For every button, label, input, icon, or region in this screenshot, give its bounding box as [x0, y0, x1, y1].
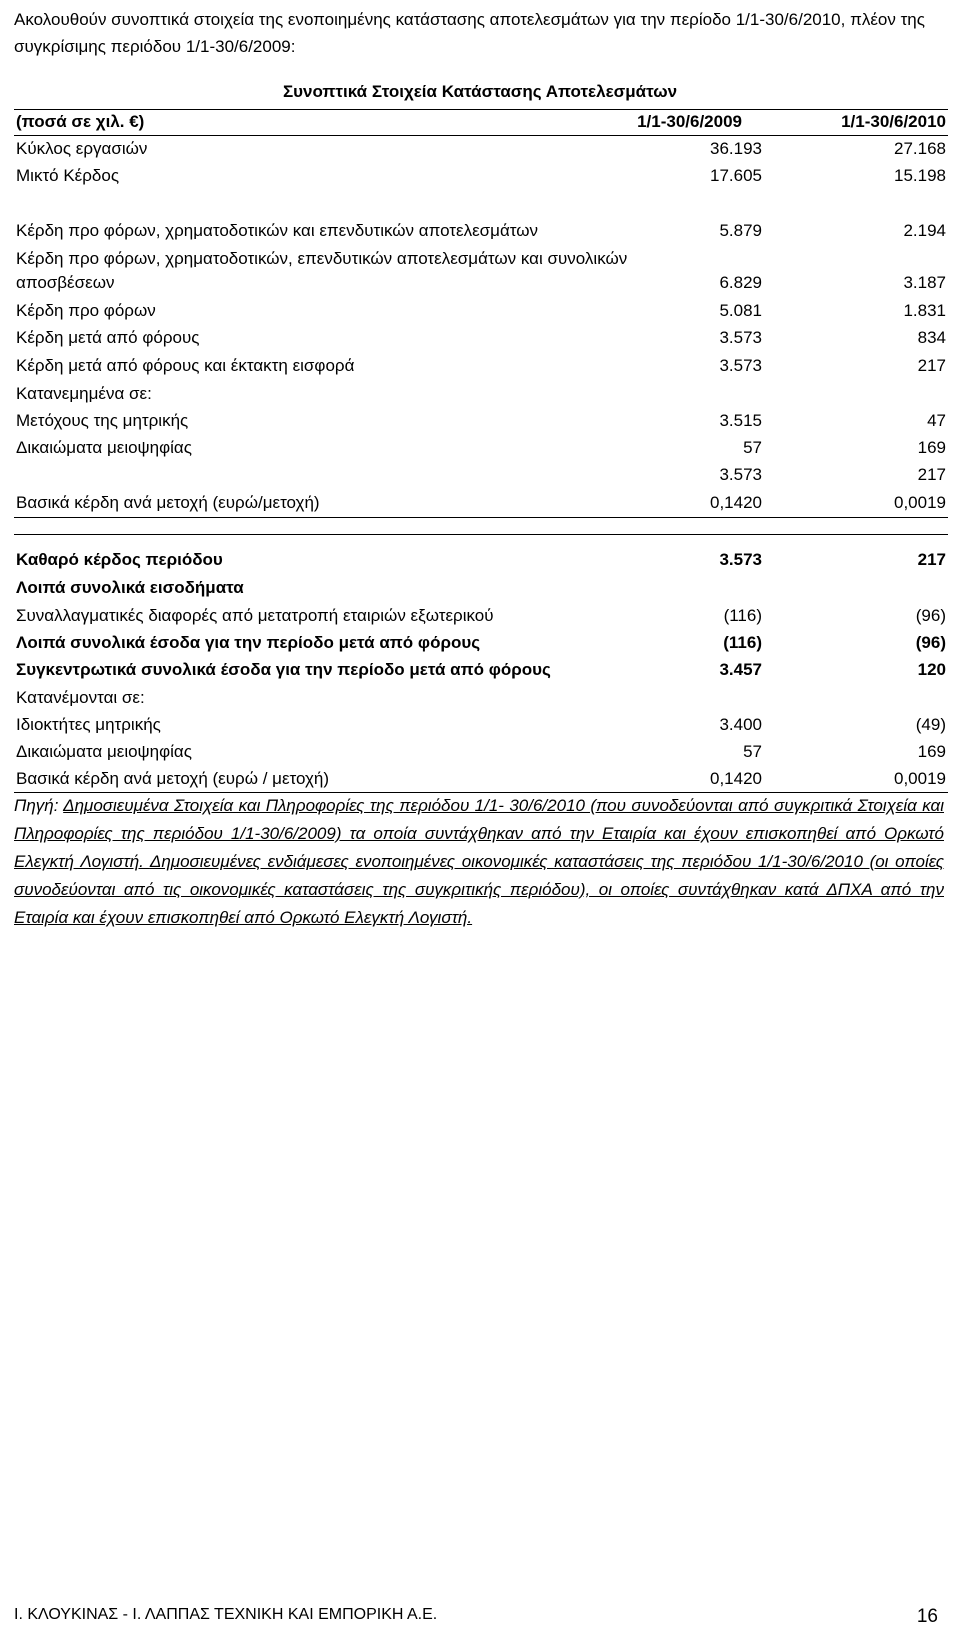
source-interim-statements: Δημοσιευμένες ενδιάμεσες ενοποιημένες οικονομικές καταστάσεις της περιόδου 1/1-30/6/2010 (οι οποίες συνοδεύονται από τις οικονομικές καταστάσεις της συγκριτικής περιόδου), οι οποίες συντάχθηκαν κατά ΔΠΧΑ από την Εταιρία και έχουν επισκοπηθεί από Ορκωτό Ελεγκτή Λογιστή. [14, 852, 945, 927]
row-value-2010: 3.187 [903, 273, 946, 292]
row-value-2009: 3.457 [719, 660, 762, 679]
row-label: Κατανέμονται σε: [16, 688, 145, 707]
row-label: Λοιπά συνολικά έσοδα για την περίοδο μετά από φόρους [16, 633, 481, 652]
row-value-2009: 5.879 [719, 221, 762, 240]
row-value-2010: 0,0019 [894, 769, 946, 788]
row-value-2010: (49) [915, 715, 946, 734]
row-value-2009: (116) [723, 606, 762, 625]
source-prefix: Πηγή: [14, 796, 64, 815]
row-label: Βασικά κέρδη ανά μετοχή (ευρώ / μετοχή) [16, 769, 330, 788]
footer-company-name: Ι. ΚΛΟΥΚΙΝΑΣ - Ι. ΛΑΠΠΑΣ ΤΕΧΝΙΚΗ ΚΑΙ ΕΜΠΟΡΙΚΗ Α.Ε. [14, 1606, 438, 1623]
row-label: Μετόχους της μητρικής [16, 411, 189, 430]
table-row [14, 434, 948, 462]
table-row [14, 461, 948, 489]
table-row [14, 489, 948, 517]
row-value-2010: 2.194 [903, 221, 946, 240]
table-row [14, 602, 948, 630]
row-label: Συγκεντρωτικά συνολικά έσοδα για την περίοδο μετά από φόρους [16, 660, 551, 679]
row-label: Καθαρό κέρδος περιόδου [16, 550, 223, 569]
row-value-2010: 47 [927, 411, 946, 430]
row-value-2009: 6.829 [719, 273, 762, 292]
table-row [14, 629, 948, 657]
row-value-2010: 169 [917, 742, 946, 761]
row-label: Δικαιώματα μειοψηφίας [16, 742, 192, 761]
row-value-2009: 0,1420 [710, 493, 762, 512]
row-value-2010: 169 [917, 438, 946, 457]
table-row [14, 324, 948, 352]
row-value-2010: 15.198 [894, 166, 946, 185]
table-row [14, 217, 948, 245]
row-value-2010: (96) [915, 633, 946, 652]
row-label: Κέρδη προ φόρων, χρηματοδοτικών και επενδυτικών αποτελεσμάτων [16, 221, 539, 240]
row-value-2009: 17.605 [710, 166, 762, 185]
source-note [14, 792, 944, 932]
table-row [14, 711, 948, 739]
table-row [14, 247, 948, 295]
table-row [14, 765, 948, 793]
row-label: Βασικά κέρδη ανά μετοχή (ευρώ/μετοχή) [16, 493, 320, 512]
row-value-2009: 3.573 [719, 465, 762, 484]
row-value-2010: 27.168 [894, 139, 946, 158]
row-value-2010: 217 [917, 550, 946, 569]
page-footer [0, 1594, 960, 1637]
row-label: Λοιπά συνολικά εισοδήματα [16, 578, 244, 597]
table-row [14, 297, 948, 325]
table-row [14, 546, 948, 574]
row-value-2010: 1.831 [903, 301, 946, 320]
row-value-2010: 217 [917, 356, 946, 375]
row-label: Κέρδη προ φόρων, χρηματοδοτικών, επενδυτικών αποτελεσμάτων και συνολικών αποσβέσεων [16, 249, 628, 292]
row-value-2010: 217 [917, 465, 946, 484]
row-value-2009: 5.081 [719, 301, 762, 320]
row-label: Κέρδη μετά από φόρους και έκτακτη εισφορά [16, 356, 355, 375]
header-col-2009: 1/1-30/6/2009 [637, 112, 742, 131]
row-value-2010: 834 [917, 328, 946, 347]
table-row [14, 352, 948, 380]
row-label: Κέρδη προ φόρων [16, 301, 156, 320]
row-label: Μικτό Κέρδος [16, 166, 120, 185]
row-value-2010: 120 [917, 660, 946, 679]
table-row [14, 574, 948, 602]
table-row [14, 162, 948, 190]
row-value-2009: 3.573 [719, 550, 762, 569]
source-published-data: Δημοσιευμένα Στοιχεία και Πληροφορίες της περιόδου 1/1- 30/6/2010 (που συνοδεύονται από συγκριτικά Στοιχεία και Πληροφορίες της περιόδου 1/1-30/6/2009) τα οποία συντάχθηκαν από την Εταιρία και έχουν επισκοπηθεί από Ορκωτό Ελεγκτή Λογιστή. [14, 796, 944, 871]
row-label: Δικαιώματα μειοψηφίας [16, 438, 192, 457]
intro-paragraph: Ακολουθούν συνοπτικά στοιχεία της ενοποιημένης κατάστασης αποτελεσμάτων για την περίοδο 1/1-30/6/2010, πλέον της συγκρίσιμης περιόδου 1/1-30/6/2009: [14, 10, 925, 56]
table-title: Συνοπτικά Στοιχεία Κατάστασης Αποτελεσμάτων [282, 82, 678, 101]
header-amount-unit: (ποσά σε χιλ. €) [16, 112, 145, 131]
row-value-2009: 0,1420 [710, 769, 762, 788]
row-value-2009: 3.573 [719, 356, 762, 375]
row-value-2009: 3.400 [719, 715, 762, 734]
table-row [14, 407, 948, 435]
row-value-2010: (96) [915, 606, 946, 625]
row-label: Κατανεμημένα σε: [16, 384, 152, 403]
row-label: Συναλλαγματικές διαφορές από μετατροπή εταιριών εξωτερικού [16, 606, 494, 625]
row-value-2009: (116) [723, 633, 762, 652]
table-row [14, 684, 948, 712]
page-number: 16 [916, 1606, 938, 1627]
table-row [14, 380, 948, 408]
row-value-2009: 3.573 [719, 328, 762, 347]
table-row [14, 656, 948, 684]
table-header-row [14, 108, 948, 136]
section-rule [14, 517, 948, 518]
section-rule [14, 534, 948, 535]
row-label: Κύκλος εργασιών [16, 139, 148, 158]
row-value-2010: 0,0019 [894, 493, 946, 512]
row-value-2009: 3.515 [719, 411, 762, 430]
row-label: Κέρδη μετά από φόρους [16, 328, 200, 347]
header-col-2010: 1/1-30/6/2010 [841, 112, 946, 131]
row-value-2009: 36.193 [710, 139, 762, 158]
table-row [14, 738, 948, 766]
row-value-2009: 57 [743, 742, 762, 761]
row-value-2009: 57 [743, 438, 762, 457]
table-row [14, 135, 948, 163]
row-label: Ιδιοκτήτες μητρικής [16, 715, 161, 734]
